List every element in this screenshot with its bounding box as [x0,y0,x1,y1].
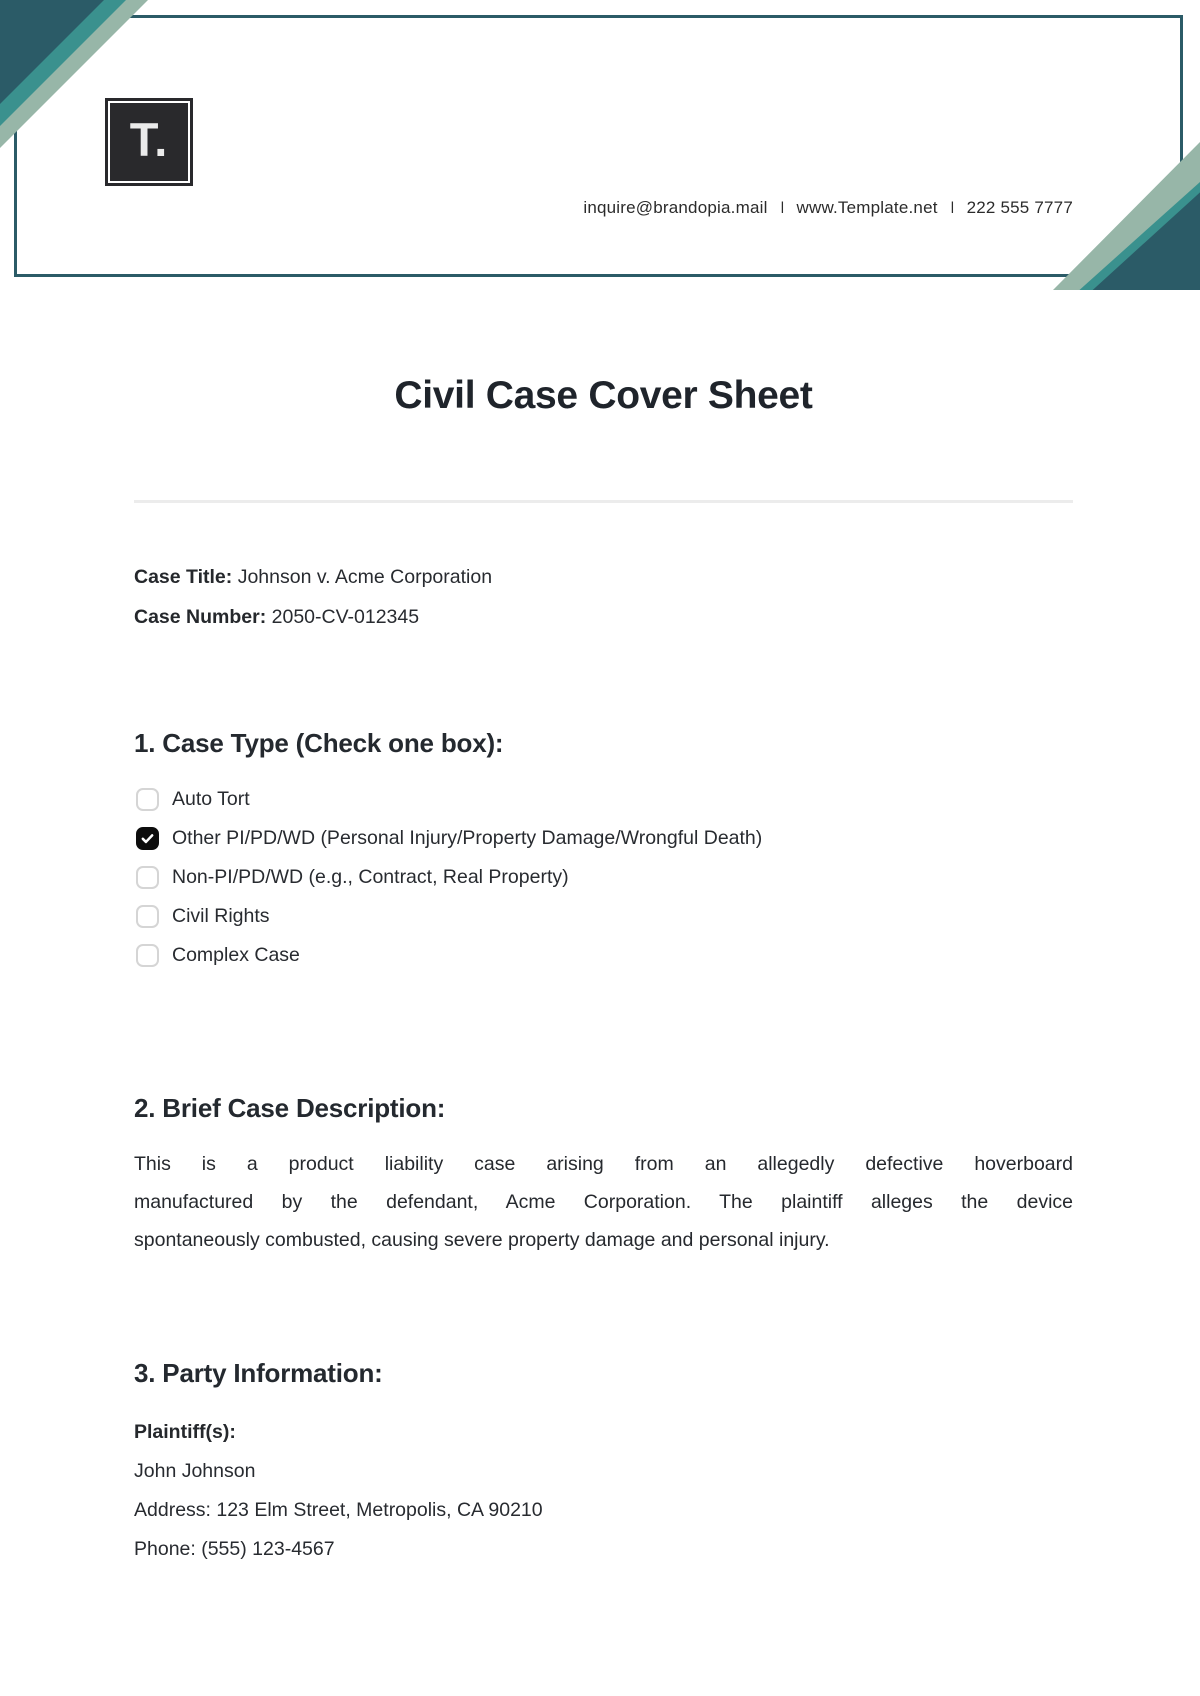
case-number-value: 2050-CV-012345 [271,606,420,628]
title-divider [134,500,1073,503]
contact-website: www.Template.net [796,198,938,217]
option-other-pi-pd-wd [134,819,1073,858]
plaintiff-label: Plaintiff(s): [134,1421,236,1443]
checkbox-civil-rights[interactable] [136,905,159,928]
checkbox-non-pi-pd-wd[interactable] [136,866,159,889]
separator: I [950,198,955,217]
option-label: Other PI/PD/WD (Personal Injury/Property Damage/Wrongful Death) [172,827,763,849]
case-title-label: Case Title: [134,566,233,588]
option-label: Auto Tort [172,788,250,810]
option-auto-tort [134,780,1073,819]
page-title: Civil Case Cover Sheet [394,374,813,417]
option-complex-case [134,936,1073,975]
separator: I [780,198,785,217]
section-heading-party: 3. Party Information: [134,1358,383,1388]
description-line: spontaneously combusted, causing severe property damage and personal injury. [134,1229,830,1251]
contact-email: inquire@brandopia.mail [583,198,768,217]
corner-decoration-top-right [1053,142,1200,290]
checkbox-other-pi-pd-wd[interactable] [136,827,159,850]
option-civil-rights [134,897,1073,936]
case-description-paragraph [134,1145,1073,1259]
description-line: This is a product liability case arising from an allegedly defective hoverboard [134,1153,1073,1175]
section-heading-description: 2. Brief Case Description: [134,1093,446,1123]
checkmark-icon [140,831,155,846]
checkbox-complex-case[interactable] [136,944,159,967]
case-title-line [134,557,1073,597]
description-line: manufactured by the defendant, Acme Corporation. The plaintiff alleges the device [134,1191,1073,1213]
option-label: Non-PI/PD/WD (e.g., Contract, Real Property) [172,866,569,888]
checkbox-auto-tort[interactable] [136,788,159,811]
plaintiff-name: John Johnson [134,1460,256,1482]
case-number-line [134,597,1073,637]
contact-phone: 222 555 7777 [966,198,1073,217]
option-non-pi-pd-wd [134,858,1073,897]
case-identification [134,557,1073,637]
option-label: Civil Rights [172,905,270,927]
case-number-label: Case Number: [134,606,267,628]
case-title-value: Johnson v. Acme Corporation [237,566,493,588]
plaintiff-phone: Phone: (555) 123-4567 [134,1538,335,1560]
document-body [134,0,1073,1569]
case-type-options [134,780,1073,975]
option-label: Complex Case [172,944,300,966]
party-information [134,1413,1073,1569]
logo-t-icon: T. [129,112,169,166]
section-heading-case-type: 1. Case Type (Check one box): [134,728,504,758]
plaintiff-address: Address: 123 Elm Street, Metropolis, CA 90210 [134,1499,543,1521]
